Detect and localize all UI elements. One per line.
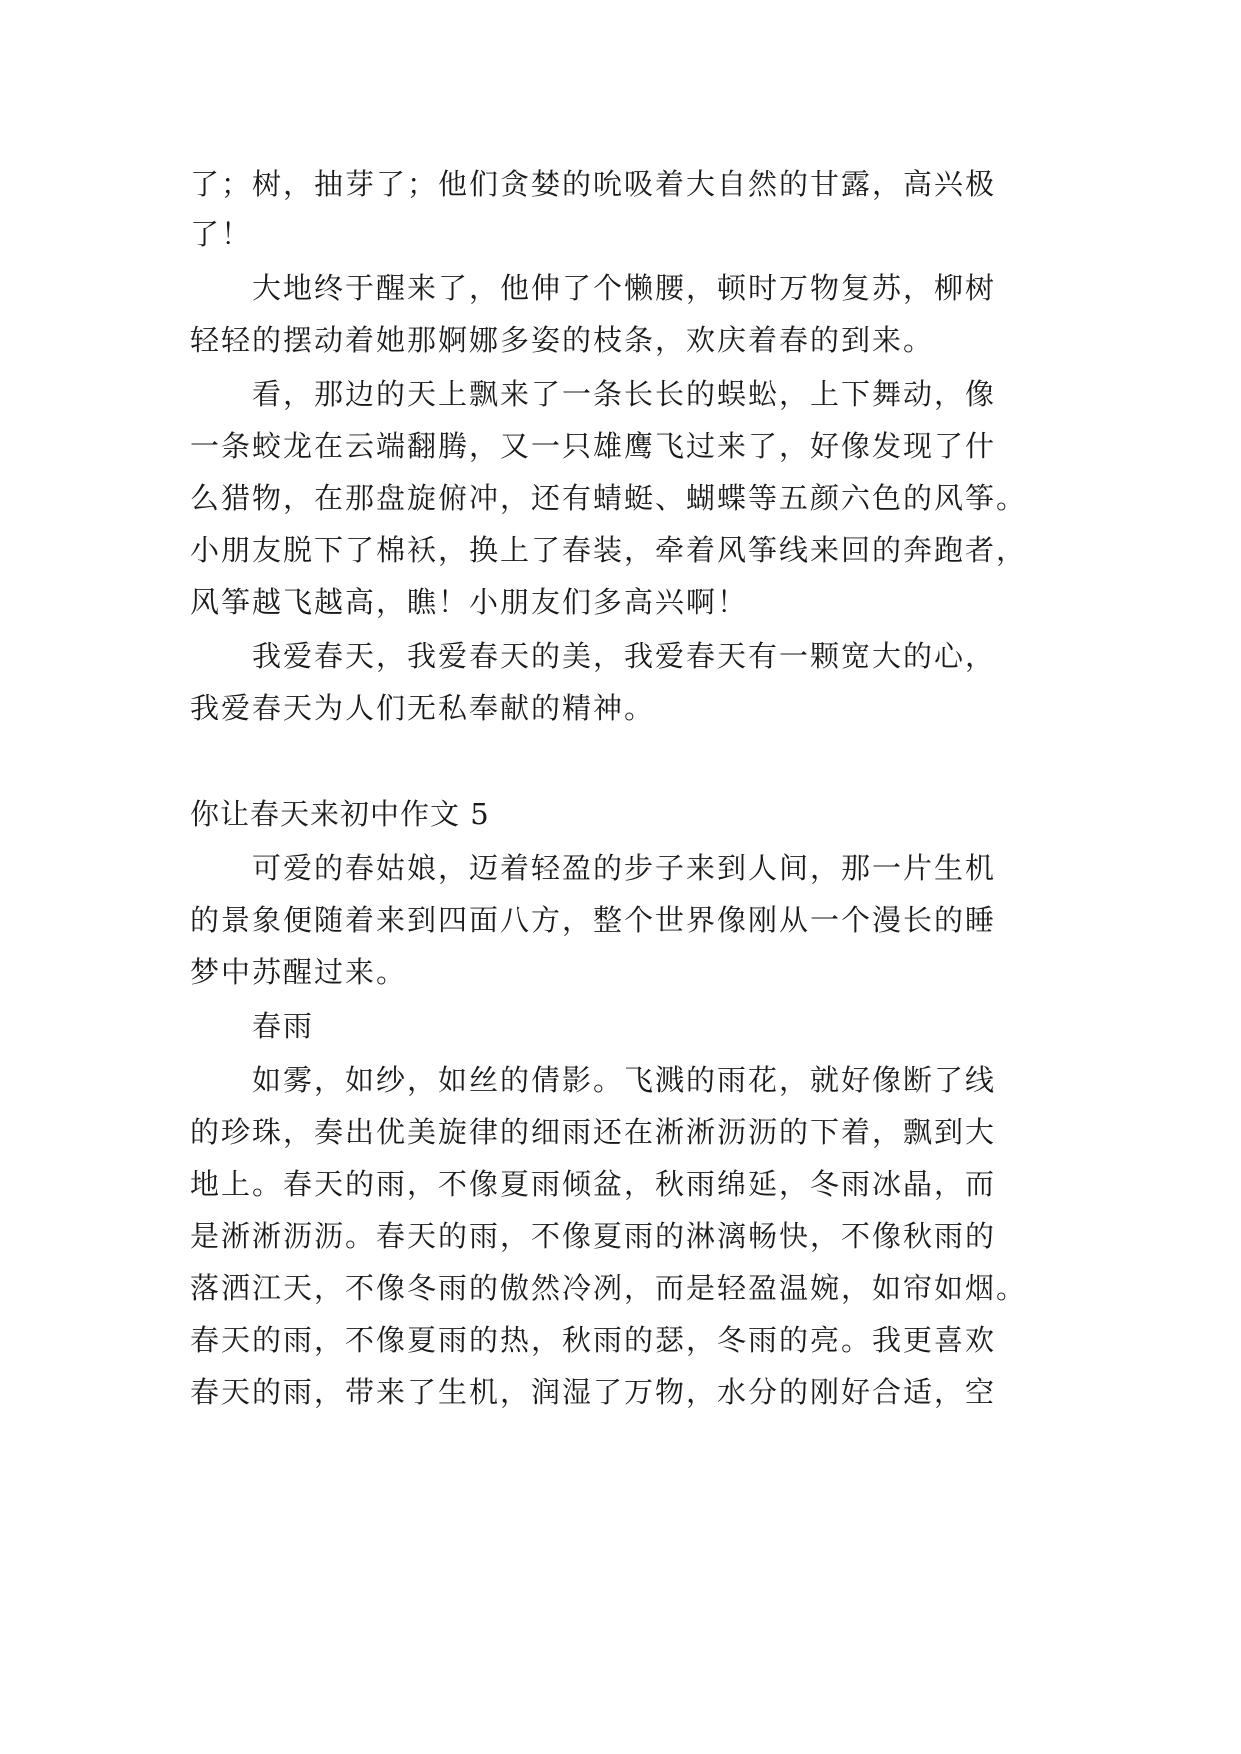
text-line: 我爱春天，我爱春天的美，我爱春天有一颗宽大的心， bbox=[252, 639, 997, 673]
text-line: 地上。春天的雨，不像夏雨倾盆，秋雨绵延，冬雨冰晶，而 bbox=[190, 1167, 997, 1201]
text-line: 梦中苏醒过来。 bbox=[190, 955, 408, 989]
text-line: 了！ bbox=[190, 217, 253, 251]
text-line: 大地终于醒来了，他伸了个懒腰，顿时万物复苏，柳树 bbox=[252, 271, 997, 305]
text-line: 如雾，如纱，如丝的倩影。飞溅的雨花，就好像断了线 bbox=[252, 1063, 997, 1097]
section-heading: 你让春天来初中作文 5 bbox=[190, 797, 490, 831]
text-line: 一条蛟龙在云端翻腾，又一只雄鹰飞过来了，好像发现了什 bbox=[190, 429, 997, 463]
text-line: 我爱春天为人们无私奉献的精神。 bbox=[190, 691, 656, 725]
text-line: 的景象便随着来到四面八方，整个世界像刚从一个漫长的睡 bbox=[190, 903, 997, 937]
text-line: 风筝越飞越高，瞧！小朋友们多高兴啊！ bbox=[190, 585, 749, 619]
text-line: 春天的雨，带来了生机，润湿了万物，水分的刚好合适，空 bbox=[190, 1375, 997, 1409]
subheading: 春雨 bbox=[252, 1009, 315, 1043]
text-line: 了；树，抽芽了；他们贪婪的吮吸着大自然的甘露，高兴极 bbox=[190, 167, 997, 201]
text-line: 春天的雨，不像夏雨的热，秋雨的瑟，冬雨的亮。我更喜欢 bbox=[190, 1323, 997, 1357]
text-line: 看，那边的天上飘来了一条长长的蜈蚣，上下舞动，像 bbox=[252, 377, 997, 411]
text-line: 是淅淅沥沥。春天的雨，不像夏雨的淋漓畅快，不像秋雨的 bbox=[190, 1219, 997, 1253]
text-line: 可爱的春姑娘，迈着轻盈的步子来到人间，那一片生机 bbox=[252, 851, 997, 885]
text-line: 的珍珠，奏出优美旋律的细雨还在淅淅沥沥的下着，飘到大 bbox=[190, 1115, 997, 1149]
text-line: 么猎物，在那盘旋俯冲，还有蜻蜓、蝴蝶等五颜六色的风筝。 bbox=[190, 481, 1028, 515]
text-line: 轻轻的摆动着她那婀娜多姿的枝条，欢庆着春的到来。 bbox=[190, 323, 935, 357]
text-line: 小朋友脱下了棉袄，换上了春装，牵着风筝线来回的奔跑者， bbox=[190, 533, 1028, 567]
text-line: 落洒江天，不像冬雨的傲然冷冽，而是轻盈温婉，如帘如烟。 bbox=[190, 1271, 1028, 1305]
